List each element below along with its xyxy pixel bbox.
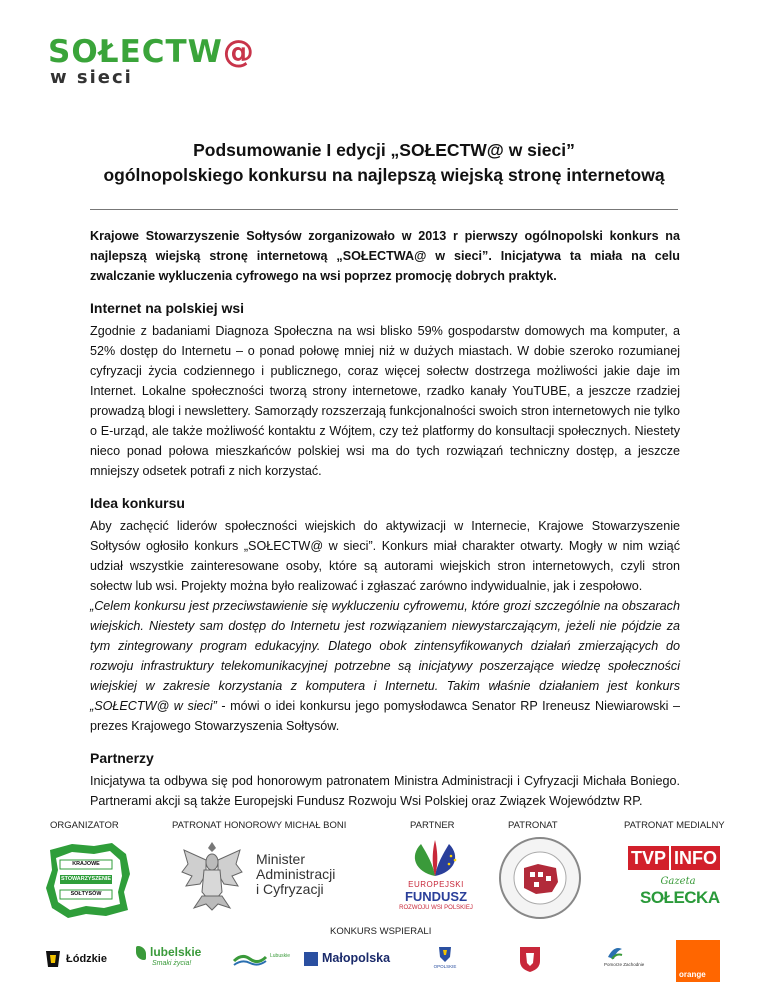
kss-line-2: STOWARZYSZENIE	[61, 876, 111, 882]
pomorze-bird-icon	[606, 945, 624, 961]
lubuskie-wave-icon	[232, 951, 268, 967]
lodzkie-logo	[44, 945, 106, 973]
lodzkie-emblem-icon	[44, 949, 62, 969]
ministry-line-2: Administracji	[256, 866, 336, 882]
efrwp-line-2: FUNDUSZ	[404, 889, 468, 904]
label-media: PATRONAT MEDIALNY	[624, 820, 725, 831]
lubelskie-text: lubelskie	[150, 945, 202, 959]
page-title-line-1: Podsumowanie I edycji „SOŁECTW@ w sieci”	[193, 140, 575, 160]
leaf-flag-icon	[405, 838, 465, 878]
gazeta-line-1: Gazeta	[660, 876, 696, 887]
logo-sub-text: w sieci	[50, 67, 133, 88]
label-honorary: PATRONAT HONOROWY MICHAŁ BONI	[172, 820, 347, 831]
section-body-internet: Zgodnie z badaniami Diagnoza Społeczna na wsi blisko 59% gospodarstw domowych ma komputer, a 52% dostęp do Internetu – o ponad połowę mniej niż w dużych miastach. W dobie szeroko rozumianej cyfryzacji życia codziennego i publicznego, coraz więcej sołectw dostrzega możliwości jakie daje im Internet. Lokalne społeczności tworzą strony internetowe, rzadko kanały YouTUBE, a jeszcze rzadziej prowadzą blogi i newslettery. Samorządy rozszerzają funkcjonalności swoich stron internetowych nie tylko o E-urząd, ale także możliwość kontaktu z Wójtem, czy też platformy do konsultacji społecznych. Niestety nieco ponad połowa mieszkańców polskiej wsi ma do tych rozwiązań techniczny dostęp, a jeszcze mniejszy odsetek potrafi z nich korzystać.	[90, 324, 680, 478]
lubelskie-logo	[136, 945, 200, 973]
kss-line-1: KRAJOWE	[72, 861, 100, 867]
malopolska-emblem-icon	[304, 952, 318, 966]
section-heading-partners: Partnerzy	[90, 750, 154, 766]
lubelskie-leaf-icon	[136, 946, 146, 960]
pomorze-logo	[604, 945, 648, 973]
malopolska-logo	[304, 945, 394, 973]
label-partner: PARTNER	[410, 820, 455, 831]
white-eagle-icon	[180, 838, 244, 914]
lubelskie-tagline: Smaki życia!	[152, 960, 192, 967]
article-body	[90, 226, 680, 811]
orange-logo	[676, 940, 720, 982]
lead-paragraph: Krajowe Stowarzyszenie Sołtysów zorganizowało w 2013 r pierwszy ogólnopolski konkurs na najlepszą wiejską stronę internetową „SOŁECTWA@ w sieci”. Inicjatywa ta miała na celu zwalczanie wykluczenia cyfrowego na wsi poprzez promocję dobrych praktyk.	[90, 229, 680, 283]
opolskie-emblem-icon	[437, 945, 453, 963]
lodzkie-text: Łódzkie	[66, 953, 107, 965]
section-body-partners: Inicjatywa ta odbywa się pod honorowym patronatem Ministra Administracji i Cyfryzacji Michała Boniego. Partnerami akcji są także Europejski Fundusz Rozwoju Wsi Polskiej oraz Związek Województw RP.	[90, 774, 680, 808]
opolskie-text: OPOLSKIE	[433, 964, 457, 969]
idea-attribution: - mówi o idei konkursu jego pomysłodawca Senator RP Ireneusz Niewiarowski – prezes Krajowego Stowarzyszenia Sołtysów.	[90, 699, 681, 733]
section-quote-idea	[90, 596, 680, 736]
tvp-text: TVP	[628, 846, 669, 870]
tvp-info-logo	[628, 846, 728, 870]
idea-quote: „Celem konkursu jest przeciwstawienie się wykluczeniu cyfrowemu, które grozi szczególnie na obszarach wiejskich. Niestety sam dostęp do Internetu jest rozwiązaniem niewystarczającym, jeżeli nie pójdzie za tym zintegrowany program edukacyjny. Dlatego obok zintensyfikowanych działań zmierzających do rozwoju infrastruktury telekomunikacyjnej potrzebne są inicjatywy poszerzające wiedzę społeczności wiejskiej w zakresie korzystania z komputera i Internetu. Takim właśnie działaniem jest konkurs „SOŁECTW@ w sieci”	[90, 599, 680, 713]
lubuskie-logo	[232, 945, 291, 973]
voivodeship-emblem	[518, 945, 544, 973]
site-logo	[48, 36, 255, 88]
gazeta-line-2: SOŁECKA	[640, 888, 720, 907]
ministry-line-1: Minister	[256, 851, 306, 867]
ministry-logo	[180, 838, 340, 918]
kss-line-3: SOŁTYSÓW	[70, 891, 102, 897]
seal-icon	[498, 836, 582, 920]
lubuskie-text: Lubuskie	[270, 953, 291, 959]
page-title-line-2: ogólnopolskiego konkursu na najlepszą wiejską stronę internetową	[103, 165, 665, 185]
ministry-name	[256, 852, 335, 897]
logo-main-text: SOŁECTW@	[48, 34, 255, 70]
opolskie-logo	[430, 945, 460, 973]
title-divider	[90, 209, 678, 210]
info-text: INFO	[671, 846, 720, 870]
efrwp-line-3: ROZWOJU WSI POLSKIEJ	[399, 905, 473, 911]
orange-text: orange	[679, 970, 706, 979]
malopolska-text: Małopolska	[322, 951, 391, 965]
label-organizer: ORGANIZATOR	[50, 820, 119, 831]
gazeta-solecka-logo	[640, 876, 720, 916]
efrwp-logo	[395, 838, 477, 918]
eagle-shield-icon	[518, 945, 542, 973]
section-heading-internet: Internet na polskiej wsi	[90, 300, 245, 316]
ministry-line-3: i Cyfryzacji	[256, 881, 324, 897]
zwiazek-wojewodztw-seal	[498, 836, 582, 920]
supporters-label: KONKURS WSPIERALI	[330, 926, 432, 937]
efrwp-line-1: EUROPEJSKI	[408, 880, 464, 889]
label-patronage: PATRONAT	[508, 820, 558, 831]
section-heading-idea: Idea konkursu	[90, 495, 185, 511]
kss-logo	[42, 840, 134, 920]
section-body-idea: Aby zachęcić liderów społeczności wiejskich do aktywizacji w Internecie, Krajowe Stowarzyszenie Sołtysów ogłosiło konkurs „SOŁECTW@ w sieci”. Konkurs miał charakter otwarty. Mogły w nim wziąć udział wszystkie zainteresowane osoby, które są autorami wiejskich stron internetowych, czyli stron sołectw lub wsi. Projekty można było realizować i zgłaszać zarówno indywidualnie, jak i zespołowo.	[90, 519, 680, 593]
pomorze-text: Pomorze Zachodnie	[604, 962, 645, 967]
